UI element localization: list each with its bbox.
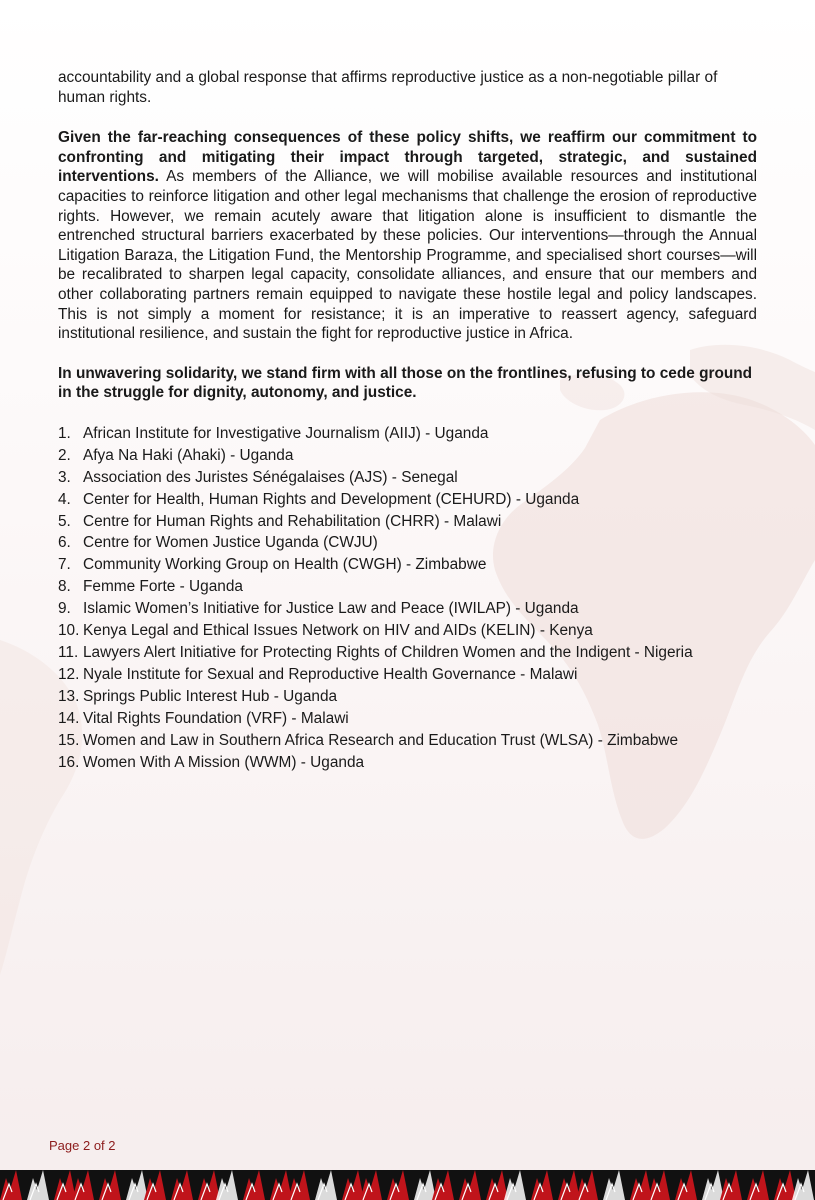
list-item	[58, 554, 757, 576]
list-item-name: African Institute for Investigative Journalism (AIIJ) - Uganda	[83, 424, 489, 442]
list-item-name: Association des Juristes Sénégalaises (AJS) - Senegal	[83, 468, 458, 486]
list-item-name: Islamic Women’s Initiative for Justice Law and Peace (IWILAP) - Uganda	[83, 600, 579, 618]
commitment-bold-text: Given the far-reaching consequences of these policy shifts, we reaffirm our commitment to confronting and mitigating their impact through targeted, strategic, and sustained interventions.	[58, 129, 757, 186]
list-item	[58, 423, 757, 445]
list-item-number: 12.	[58, 665, 80, 683]
list-item-number: 11.	[58, 643, 79, 661]
list-item	[58, 576, 757, 598]
commitment-body-text: As members of the Alliance, we will mobilise available resources and institutional capacities to reinforce litigation and other legal mechanisms that challenge the erosion of reproductive rights. However, we remain acutely aware that litigation alone is insufficient to dismantle the entrenched structural barriers exacerbated by these policies. Our interventions—through the Annual Litigation Baraza, the Litigation Fund, the Mentorship Programme, and specialised short courses—will be recalibrated to sharpen legal capacity, consolidate alliances, and ensure that our members and other collaborating partners remain equipped to navigate these hostile legal and policy landscapes. This is not simply a moment for resistance; it is an imperative to reassert agency, safeguard institutional resilience, and sustain the fight for reproductive justice in Africa.	[58, 168, 757, 343]
list-item-name: Centre for Human Rights and Rehabilitation (CHRR) - Malawi	[83, 512, 502, 530]
list-item-name: Springs Public Interest Hub - Uganda	[83, 687, 338, 705]
intro-paragraph: accountability and a global response that affirms reproductive justice as a non-negotiable pillar of human rights.	[58, 69, 718, 106]
commitment-paragraph	[58, 128, 757, 344]
list-item-number: 14.	[58, 709, 80, 727]
list-item	[58, 598, 757, 620]
list-item	[58, 532, 757, 554]
list-item-number: 1.	[58, 424, 71, 442]
list-item-name: Afya Na Haki (Ahaki) - Uganda	[83, 446, 294, 464]
list-item	[58, 664, 757, 686]
list-item-number: 9.	[58, 600, 71, 618]
list-item-name: Community Working Group on Health (CWGH) - Zimbabwe	[83, 556, 487, 574]
list-item-name: Lawyers Alert Initiative for Protecting Rights of Children Women and the Indigent - Nigeria	[83, 643, 693, 661]
list-item-name: Center for Health, Human Rights and Development (CEHURD) - Uganda	[83, 490, 580, 508]
list-item-name: Kenya Legal and Ethical Issues Network on HIV and AIDs (KELIN) - Kenya	[83, 622, 593, 640]
list-item	[58, 445, 757, 467]
list-item	[58, 752, 757, 774]
list-item-name: Nyale Institute for Sexual and Reproductive Health Governance - Malawi	[83, 665, 578, 683]
list-item-name: Femme Forte - Uganda	[83, 578, 243, 596]
list-item	[58, 730, 757, 752]
list-item	[58, 642, 757, 664]
page-number: Page 2 of 2	[49, 1138, 116, 1153]
document-body	[58, 68, 757, 773]
list-item-number: 10.	[58, 622, 80, 640]
list-item-number: 2.	[58, 446, 71, 464]
list-item-name: Women and Law in Southern Africa Research and Education Trust (WLSA) - Zimbabwe	[83, 731, 679, 749]
member-list	[58, 423, 757, 774]
list-item-name: Centre for Women Justice Uganda (CWJU)	[83, 534, 378, 552]
decorative-border-band	[0, 1170, 815, 1200]
list-item-number: 16.	[58, 753, 80, 771]
list-item	[58, 511, 757, 533]
list-item	[58, 708, 757, 730]
list-item-number: 15.	[58, 731, 80, 749]
list-item-number: 4.	[58, 490, 71, 508]
list-item-name: Vital Rights Foundation (VRF) - Malawi	[83, 709, 349, 727]
list-item-number: 6.	[58, 534, 71, 552]
list-item-number: 8.	[58, 578, 71, 596]
list-item-number: 7.	[58, 556, 71, 574]
list-item	[58, 489, 757, 511]
list-item	[58, 686, 757, 708]
closing-statement: In unwavering solidarity, we stand firm with all those on the frontlines, refusing to cede ground in the struggle for dignity, autonomy, and justice.	[58, 364, 753, 402]
list-item-number: 13.	[58, 687, 80, 705]
list-item	[58, 620, 757, 642]
list-item-number: 5.	[58, 512, 71, 530]
list-item-name: Women With A Mission (WWM) - Uganda	[83, 753, 365, 771]
list-item-number: 3.	[58, 468, 71, 486]
list-item	[58, 467, 757, 489]
